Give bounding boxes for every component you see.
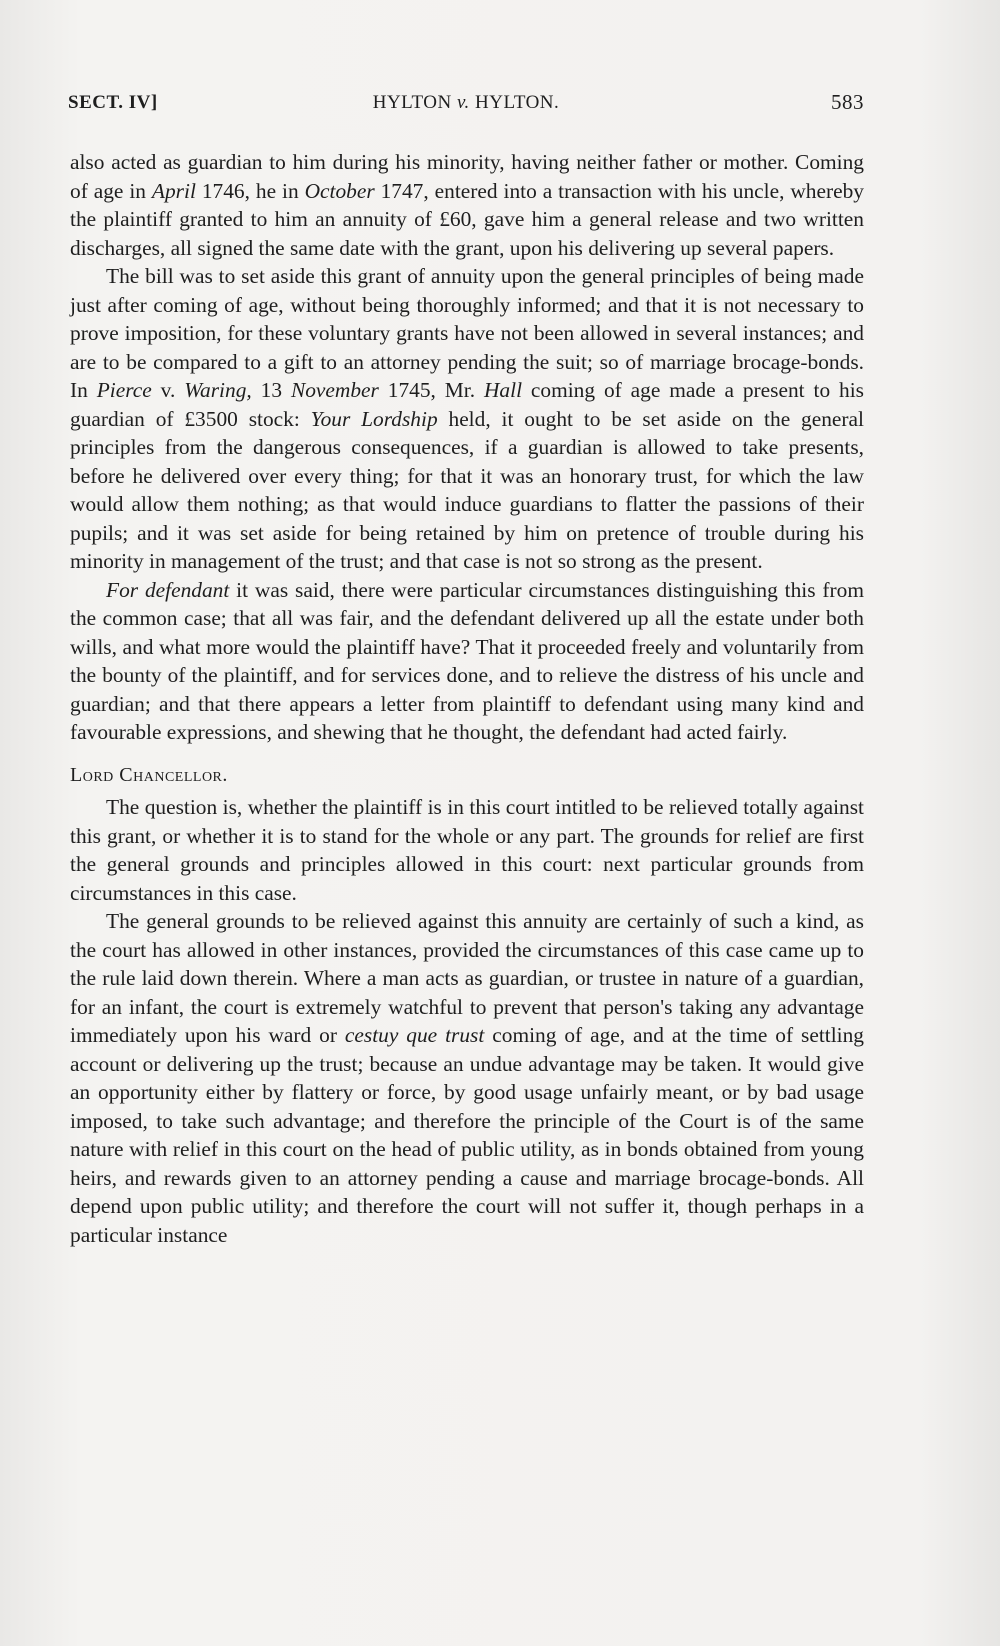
speaker-heading: Lord Chancellor. [70, 763, 228, 786]
paragraph-2 [70, 262, 864, 576]
text-run: 1747, entered into a transaction with his uncle, whereby the plaintiff granted to him an annuity of £60, gave him a general release and two written discharges, all signed the same date with the grant, upon his delivering up several papers. [70, 178, 864, 260]
text-run: it was said, there were particular circumstances distinguishing this from the common case; that all was fair, and the defendant delivered up all the estate under both wills, and what more would the plaintiff have? That it proceeded freely and voluntarily from the bounty of the plaintiff, and for services done, and to relieve the distress of his uncle and guardian; and that there appears a letter from plaintiff to defendant using many kind and favourable expressions, and shewing that he thought, the defendant had acted fairly. [70, 577, 864, 744]
italic-run: Hall [483, 378, 523, 402]
paragraph-4: The question is, whether the plaintiff is in this court intitled to be relieved totally against this grant, or whether it is to stand for the whole or any part. The grounds for relief are first the general grounds and principles allowed in this court: next particular grounds from circumstances in this case. [70, 795, 864, 905]
italic-run: October [304, 178, 375, 203]
section-label: SECT. IV] [68, 92, 158, 113]
case-title [68, 92, 864, 114]
text-run: 1746, he in [195, 178, 305, 203]
italic-run: November [290, 378, 379, 402]
italic-run: For defendant [106, 577, 230, 602]
paragraph-3 [70, 576, 864, 747]
paragraph-1 [70, 148, 864, 262]
case-title-versus: v. [456, 92, 470, 113]
italic-run: Waring, [184, 378, 252, 402]
italic-run: April [151, 178, 196, 203]
text-run: held, it ought to be set aside on the general principles from the dangerous consequences, if a guardian is allowed to take presents, before he delivered over every thing; for that it was an honorary trust, for which the law would allow them nothing; as that would induce guardians to flatter the passions of their pupils; and it was set aside for being retained by him on pretence of trouble during his minority in management of the trust; and that case is not so strong as the present. [70, 406, 864, 573]
page-body [70, 148, 864, 1249]
italic-run: Pierce [96, 378, 152, 402]
paragraph-5 [70, 907, 864, 1249]
text-run: also acted as guardian to him during his minority, having neither father or mother. Coming of age in [70, 150, 864, 203]
text-run: 13 [251, 378, 291, 402]
text-run: v. [151, 378, 185, 402]
running-header [68, 92, 864, 122]
text-run: The bill was to set aside this grant of annuity upon the general principles of being made just after coming of age, without being thoroughly informed; and that it is not necessary to prove imposition, for these voluntary grants have not been allowed in several instances; and are to be compared to a gift to an attorney pending the suit; so of marriage brocage-bonds. In [70, 264, 864, 402]
case-title-defendant: HYLTON. [475, 92, 560, 113]
italic-run: Your Lordship [310, 406, 438, 431]
italic-run: cestuy que trust [344, 1023, 485, 1047]
text-run: The general grounds to be relieved against this annuity are certainly of such a kind, as the court has allowed in other instances, provided the circumstances of this case came up to the rule laid down therein. Where a man acts as guardian, or trustee in nature of a guardian, for an infant, the court is extremely watchful to prevent that person's taking any advantage immediately upon his ward or [70, 909, 864, 1047]
case-title-plaintiff: HYLTON [372, 92, 452, 113]
text-run: coming of age made a present to his guardian of £3500 stock: [70, 378, 864, 431]
page-number: 583 [831, 90, 864, 114]
text-run: 1745, Mr. [378, 378, 484, 402]
text-run: coming of age, and at the time of settling account or delivering up the trust; because an undue advantage may be taken. It would give an opportunity either by flattery or force, by good usage unfairly meant, or by bad usage imposed, to take such advantage; and therefore the principle of the Court is of the same nature with relief in this court on the head of public utility, as in bonds obtained from young heirs, and rewards given to an attorney pending a cause and marriage brocage-bonds. All depend upon public utility; and therefore the court will not suffer it, though perhaps in a particular instance [70, 1023, 864, 1247]
